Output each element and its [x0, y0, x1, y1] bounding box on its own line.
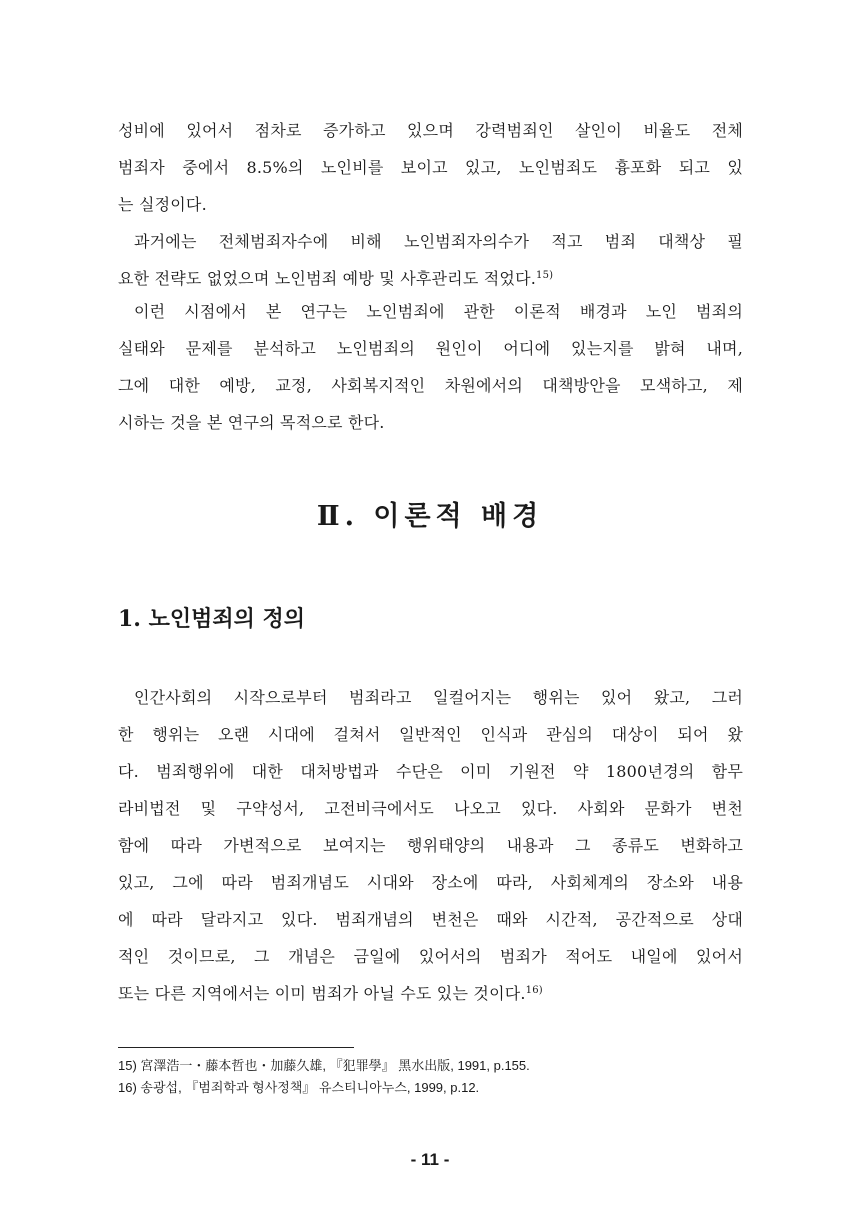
- text-line: 함에 따라 가변적으로 보여지는 행위태양의 내용과 그 종류도 변화하고: [118, 836, 743, 855]
- text-line: 라비법전 및 구약성서, 고전비극에서도 나오고 있다. 사회와 문화가 변천: [118, 799, 743, 818]
- footnote-16: 16) 송광섭, 『범죄학과 형사정책』 유스티니아누스, 1999, p.12.: [118, 1080, 480, 1095]
- text-line: 인간사회의 시작으로부터 범죄라고 일컬어지는 행위는 있어 왔고, 그러: [134, 688, 743, 707]
- subsection-title: 1. 노인범죄의 정의: [118, 606, 306, 632]
- text-line: 그에 대한 예방, 교정, 사회복지적인 차원에서의 대책방안을 모색하고, 제: [118, 376, 743, 395]
- text-line: 적인 것이므로, 그 개념은 금일에 있어서의 범죄가 적어도 내일에 있어서: [118, 947, 743, 966]
- text-line-content: 또는 다른 지역에서는 이미 범죄가 아닐 수도 있는 것이다.: [118, 984, 526, 1003]
- footnote-separator: [118, 1047, 354, 1048]
- footnote-ref-16: 16): [525, 985, 543, 996]
- footnote-15: 15) 宮澤浩一・藤本哲也・加藤久雄, 『犯罪學』 黑水出版, 1991, p.155.: [118, 1058, 530, 1073]
- intro-paragraph-3: [118, 293, 743, 441]
- intro-paragraph-1: [118, 112, 743, 223]
- text-line: 실태와 문제를 분석하고 노인범죄의 원인이 어디에 있는지를 밝혀 내며,: [118, 339, 743, 358]
- text-line: 다. 범죄행위에 대한 대처방법과 수단은 이미 기원전 약 1800년경의 함무: [118, 762, 743, 781]
- text-line-content: 요한 전략도 없었으며 노인범죄 예방 및 사후관리도 적었다.: [118, 269, 537, 288]
- text-line: 있고, 그에 따라 범죄개념도 시대와 장소에 따라, 사회체계의 장소와 내용: [118, 873, 743, 892]
- text-line: 성비에 있어서 점차로 증가하고 있으며 강력범죄인 살인이 비율도 전체: [118, 121, 743, 140]
- footnote-ref-15: 15): [536, 270, 554, 281]
- intro-paragraph-2: [118, 223, 743, 297]
- text-line: 범죄자 중에서 8.5%의 노인비를 보이고 있고, 노인범죄도 흉포화 되고 있: [118, 158, 743, 177]
- text-line: 는 실정이다.: [118, 195, 207, 214]
- body-paragraph: [118, 679, 743, 1012]
- text-line: 이런 시점에서 본 연구는 노인범죄에 관한 이론적 배경과 노인 범죄의: [134, 302, 743, 321]
- text-line: 시하는 것을 본 연구의 목적으로 한다.: [118, 413, 385, 432]
- text-line: [118, 260, 743, 297]
- text-line: 과거에는 전체범죄자수에 비해 노인범죄자의수가 적고 범죄 대책상 필: [134, 232, 743, 251]
- text-line: [118, 975, 743, 1012]
- text-line: 한 행위는 오랜 시대에 걸쳐서 일반적인 인식과 관심의 대상이 되어 왔: [118, 725, 743, 744]
- section-title: Ⅱ. 이론적 배경: [316, 501, 544, 532]
- page-number: - 11 -: [410, 1150, 450, 1169]
- text-line: 에 따라 달라지고 있다. 범죄개념의 변천은 때와 시간적, 공간적으로 상대: [118, 910, 743, 929]
